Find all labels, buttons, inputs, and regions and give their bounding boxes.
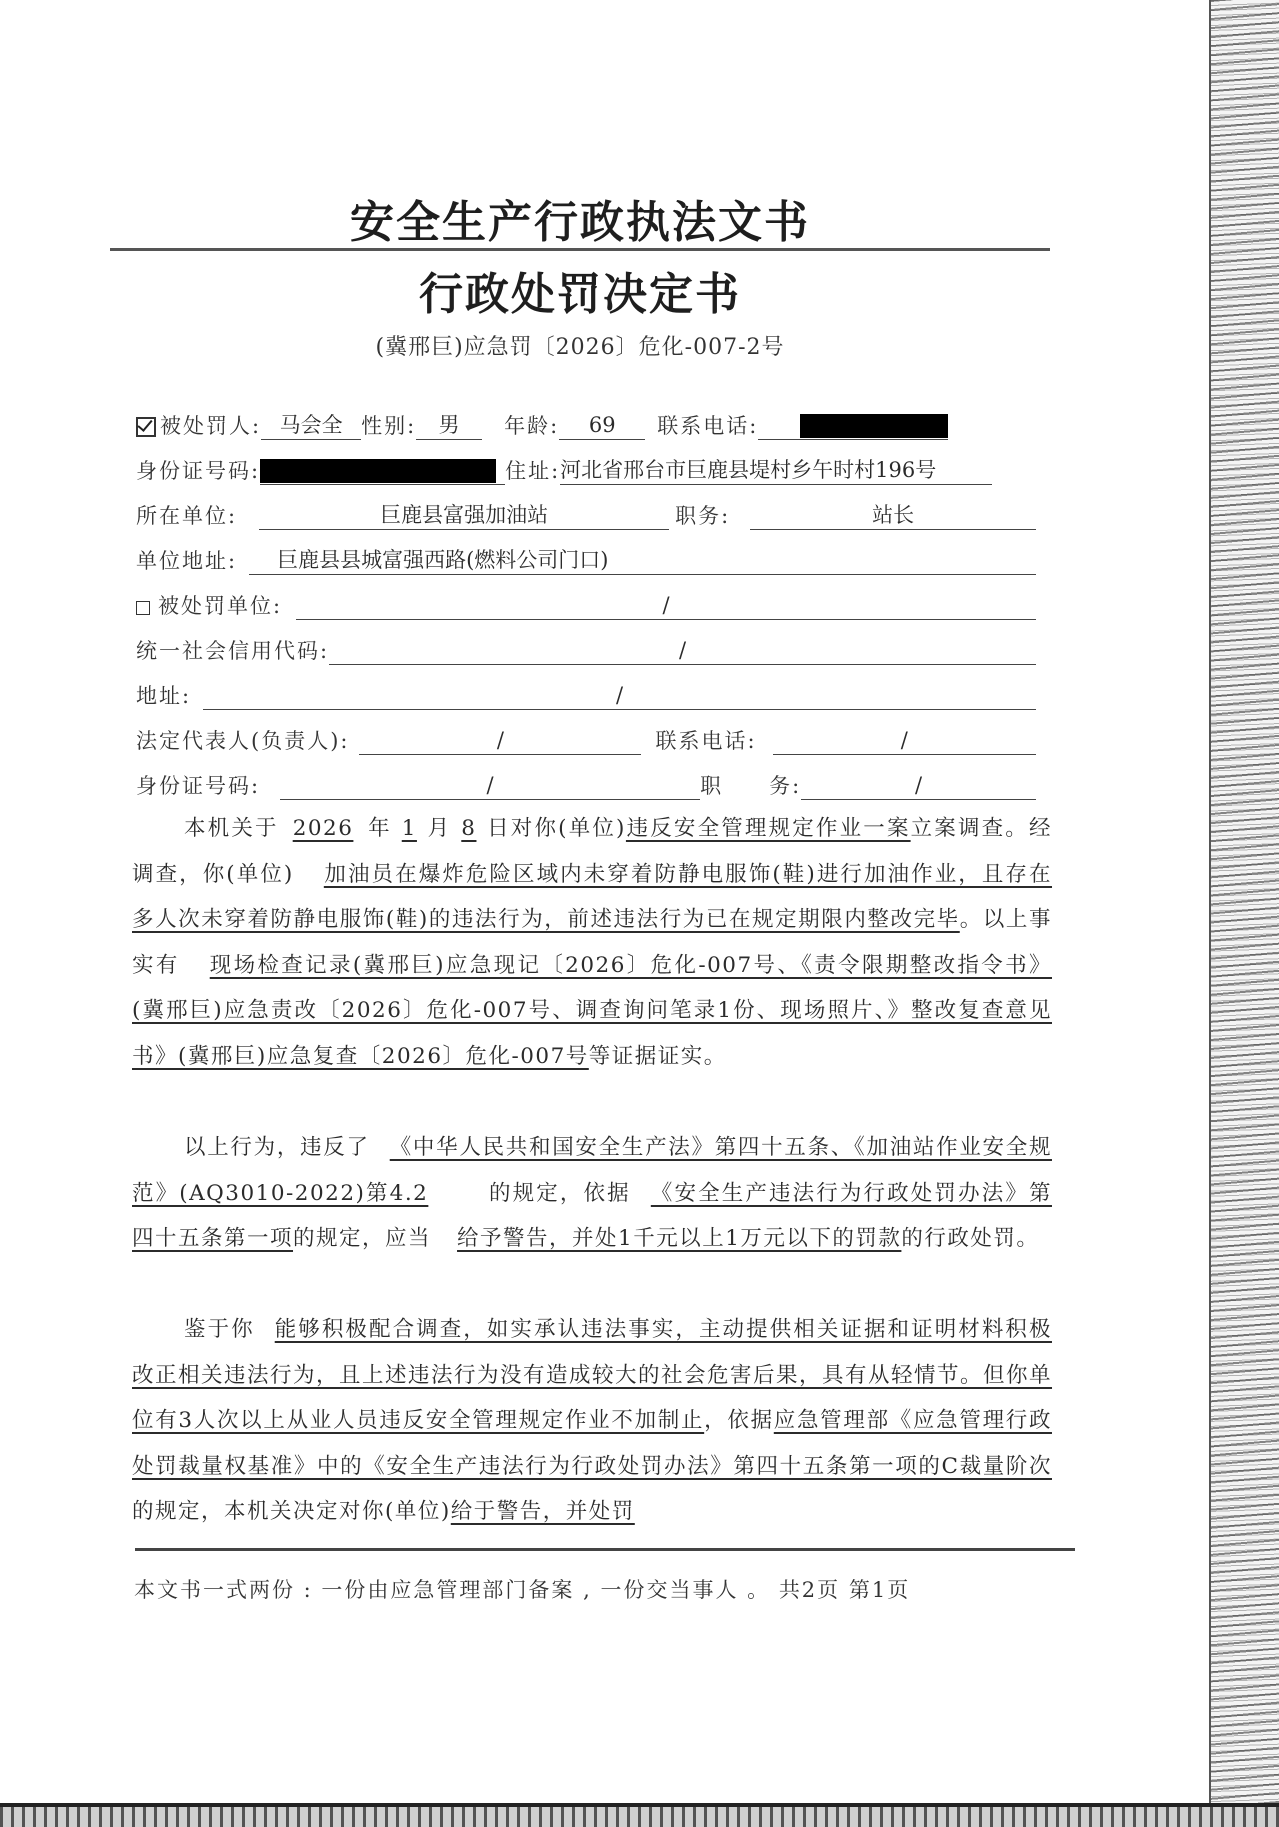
text-static: 立案调查。经调查，你(单位) [132,816,1052,887]
label-legal-rep: 法定代表人(负责人): [136,729,350,753]
label-org-phone: 联系电话: [655,729,757,753]
label-address: 住址: [505,459,561,483]
label-rep-position: 职 务: [700,774,802,798]
field-credit-code: / [329,637,1036,665]
copies-note: 本文书一式两份 : 一份由应急管理部门备案 , 一份交当事人 。 [134,1578,771,1602]
field-org-phone: / [773,727,1036,755]
field-case-name: 违反安全管理规定作业一案 [625,816,911,841]
text-static: 鉴于你 [184,1317,255,1342]
field-decision: 给于警告，并处罚 [450,1499,635,1524]
row-unit-address [136,545,1036,575]
field-discretion-basis: 应急管理部《应急管理行政处罚裁量权基准》中的《安全生产违法行为行政处罚办法》第四十五条第一项的C裁量阶次 [132,1408,1052,1479]
field-legal-basis: 《安全生产违法行为行政处罚办法》第四十五条第一项 [132,1180,1052,1251]
text-static: 以上行为，违反了 [184,1135,370,1160]
text-static: 的行政处罚。 [901,1226,1040,1251]
scan-edge-bottom [0,1803,1279,1827]
label-position: 职务: [675,504,731,528]
label-party: 被处罚人: [160,414,262,438]
field-rep-id: / [280,772,700,800]
label-unit: 所在单位: [136,504,238,528]
field-org: / [296,592,1036,620]
field-address: 河北省邢台市巨鹿县堤村乡午时村196号 [560,457,992,485]
text-static: 的规定，应当 [293,1226,432,1251]
header-divider [110,248,1050,251]
text-static: 年 [367,816,392,841]
text-static: 的规定，本机关决定对你(单位) [132,1499,451,1524]
document-title: 行政处罚决定书 [419,269,741,320]
text-static: 。以上事实有 [132,907,1052,978]
document-number: (冀邢巨)应急罚〔2026〕危化-007-2号 [375,335,785,360]
redaction-bar [260,459,496,483]
field-age: 69 [559,412,645,440]
field-gender: 男 [416,412,482,440]
field-mitigating-circumstances: 能够积极配合调查，如实承认违法事实，主动提供相关证据和证明材料积极改正相关违法行为，且上述违法行为没有造成较大的社会危害后果，具有从轻情节。但你单位有3人次以上从业人员违反安全管理规定作业不加制止 [132,1317,1053,1433]
field-org-address: / [203,682,1036,710]
text-static: 月 [426,816,452,841]
current-page: 第1页 [848,1578,911,1602]
field-facts: 加油员在爆炸危险区域内未穿着防静电服饰(鞋)进行加油作业，且存在多人次未穿着防静电服饰(鞋)的违法行为，前述违法行为已在规定期限内整改完毕 [132,861,1053,932]
label-org-address: 地址: [136,684,192,708]
label-rep-id: 身份证号码: [136,774,261,798]
row-org-address [136,680,1036,710]
text-static: 等证据证实。 [588,1043,727,1069]
person-checkbox[interactable] [136,417,156,437]
text-static: ，依据 [704,1408,774,1433]
label-unit-address: 单位地址: [136,549,238,573]
row-party-org [136,590,1036,620]
field-day: 8 [461,816,477,841]
field-month: 1 [401,816,417,841]
row-legal-rep [136,725,1036,755]
header-title: 安全生产行政执法文书 [350,197,810,248]
row-rep-id [136,770,1036,800]
field-unit: 巨鹿县富强加油站 [259,502,669,530]
label-org: 被处罚单位: [158,594,283,618]
text-static: 日对你(单位) [486,816,626,841]
field-rep-position: / [801,772,1036,800]
field-position: 站长 [750,502,1036,530]
field-unit-address: 巨鹿县县城富强西路(燃料公司门口) [249,547,1036,575]
text-static: 的规定，依据 [488,1180,631,1206]
label-gender: 性别: [361,414,417,438]
label-credit-code: 统一社会信用代码: [136,639,330,663]
field-name: 马会全 [261,412,361,440]
field-id-number [260,457,505,485]
text-static: 本机关于 [184,816,279,841]
paragraph-decision [132,1307,1052,1535]
redaction-bar [800,414,948,438]
field-phone [758,412,948,440]
footer-note [134,1574,910,1604]
field-legal-rep: / [359,727,641,755]
paragraph-violation [132,1125,1052,1262]
field-year: 2026 [292,816,354,841]
paragraph-investigation [132,806,1052,1079]
row-credit-code [136,635,1036,665]
field-violated-provisions: 《中华人民共和国安全生产法》第四十五条、《加油站作业安全规范》(AQ3010-2022)第4.2 [132,1135,1052,1206]
field-applicable-penalty: 给予警告，并处1千元以上1万元以下的罚款 [457,1226,902,1251]
field-evidence: 现场检查记录(冀邢巨)应急现记〔2026〕危化-007号、《责令限期整改指令书》(冀邢巨)应急责改〔2026〕危化-007号、调查询问笔录1份、现场照片、》整改复查意见书》(冀邢巨)应急复查〔2026〕危化-007号 [132,952,1052,1069]
row-id-address [136,455,1036,485]
label-age: 年龄: [504,414,560,438]
label-id: 身份证号码: [136,459,261,483]
total-pages: 共2页 [778,1578,841,1602]
row-unit [136,500,1036,530]
label-phone: 联系电话: [657,414,759,438]
footer-divider [135,1548,1075,1551]
org-checkbox[interactable] [136,601,150,615]
row-party-person [136,410,1036,440]
scan-edge-right [1209,0,1279,1827]
